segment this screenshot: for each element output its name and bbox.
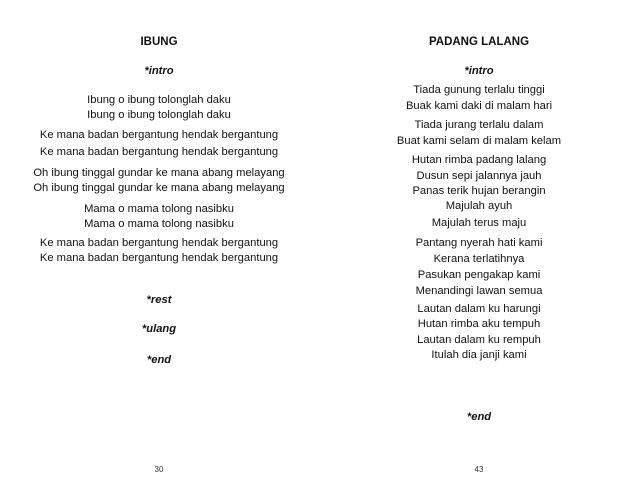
lyric-line: Menandingi lawan semua xyxy=(415,285,543,297)
lyric-line: Ibung o ibung tolonglah daku xyxy=(87,109,231,121)
lyric-line: Hutan rimba padang lalang xyxy=(411,154,547,166)
right-page xyxy=(320,0,638,493)
lyric-line: Lautan dalam ku rempuh xyxy=(417,334,541,346)
lyric-line: Panas terik hujan berangin xyxy=(412,185,546,197)
intro-marker: *intro xyxy=(464,65,494,77)
lyric-line: Tiada gunung terlalu tinggi xyxy=(413,84,545,96)
lyric-line: Majulah ayuh xyxy=(445,200,513,212)
lyric-line: Hutan rimba aku tempuh xyxy=(417,318,541,330)
lyric-line: Ke mana badan bergantung hendak bergantung xyxy=(39,129,279,141)
end-marker: *end xyxy=(146,354,172,366)
lyric-line: Lautan dalam ku harungi xyxy=(417,303,541,315)
lyric-line: Kerana terlatihnya xyxy=(433,253,525,265)
lyric-line: Tiada jurang terlalu dalam xyxy=(414,119,544,131)
lyric-line: Buak kami daki di malam hari xyxy=(405,100,553,112)
lyric-line: Oh ibung tinggal gundar ke mana abang melayang xyxy=(33,182,285,194)
lyric-line: Mama o mama tolong nasibku xyxy=(84,203,234,215)
lyric-line: Mama o mama tolong nasibku xyxy=(84,218,234,230)
lyric-line: Ke mana badan bergantung hendak bergantung xyxy=(39,237,279,249)
lyric-line: Itulah dia janji kami xyxy=(431,349,527,361)
intro-marker: *intro xyxy=(144,65,174,77)
ulang-marker: *ulang xyxy=(141,323,177,335)
song-title: PADANG LALANG xyxy=(428,36,530,48)
lyric-line: Ke mana badan bergantung hendak bergantung xyxy=(39,252,279,264)
lyric-line: Majulah terus maju xyxy=(431,217,527,229)
rest-marker: *rest xyxy=(146,294,172,306)
lyric-line: Ke mana badan bergantung hendak bergantung xyxy=(39,146,279,158)
lyric-line: Dusun sepi jalannya jauh xyxy=(416,170,542,182)
lyric-line: Pasukan pengakap kami xyxy=(417,269,541,281)
lyric-line: Ibung o ibung tolonglah daku xyxy=(87,94,231,106)
end-marker: *end xyxy=(466,411,492,423)
lyric-line: Buat kami selam di malam kelam xyxy=(396,135,562,147)
page-number: 43 xyxy=(474,465,484,474)
lyric-line: Pantang nyerah hati kami xyxy=(415,237,543,249)
page-number: 30 xyxy=(154,465,164,474)
lyric-line: Oh ibung tinggal gundar ke mana abang melayang xyxy=(33,167,285,179)
song-title: IBUNG xyxy=(140,36,178,48)
left-page xyxy=(0,0,318,493)
